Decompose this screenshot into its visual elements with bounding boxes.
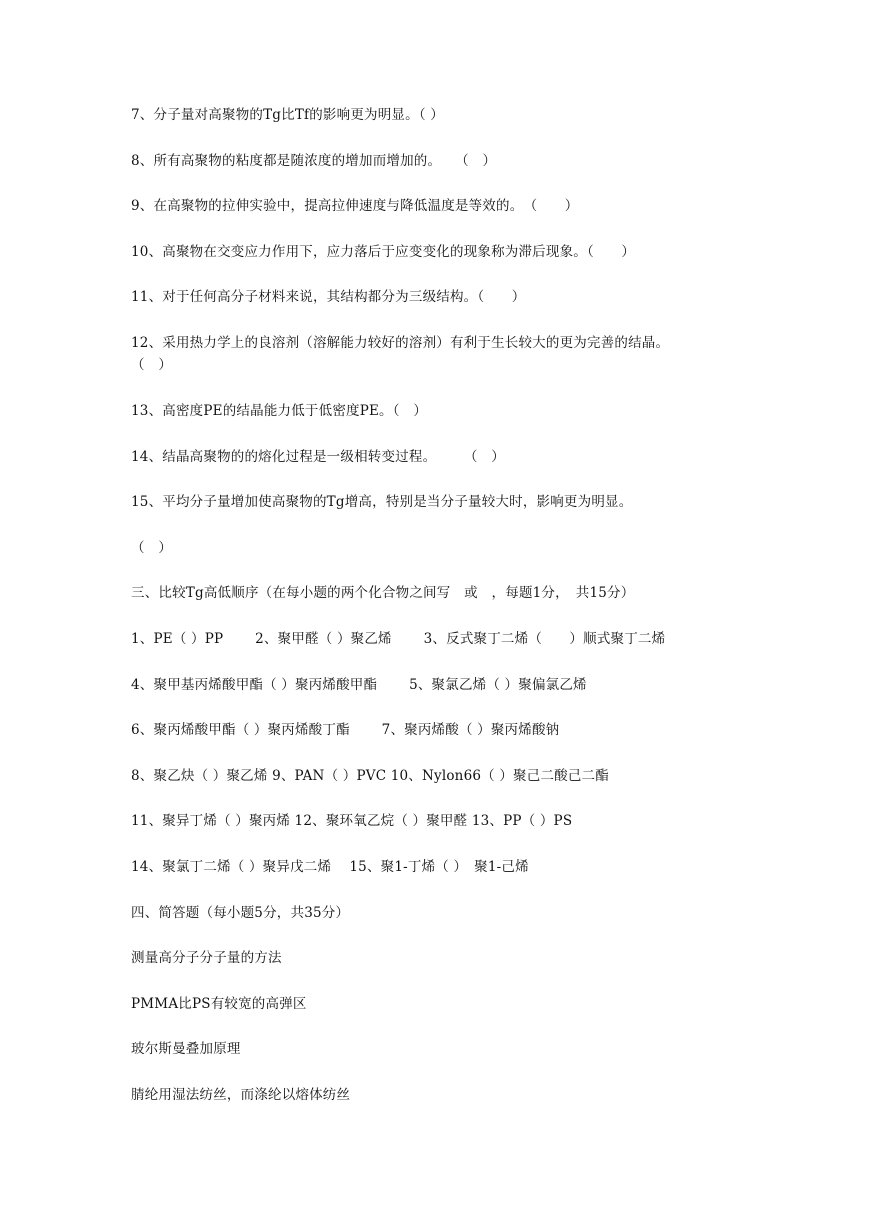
- question-10: 10、高聚物在交变应力作用下，应力落后于应变变化的现象称为滞后现象。（ ）: [131, 244, 636, 260]
- short-answer-3: 玻尔斯曼叠加原理: [131, 1041, 241, 1057]
- compare-row-4: 8、聚乙炔（ ）聚乙烯 9、PAN（ ）PVC 10、Nylon66（ ）聚己二酸己二酯: [131, 768, 609, 784]
- question-9: 9、在高聚物的拉伸实验中，提高拉伸速度与降低温度是等效的。 （ ）: [131, 198, 579, 214]
- short-answer-4: 腈纶用湿法纺丝，而涤纶以熔体纺丝: [131, 1087, 351, 1103]
- section-4-heading: 四、简答题（每小题5分，共35分）: [131, 905, 350, 921]
- short-answer-2: PMMA比PS有较宽的高弹区: [131, 996, 307, 1012]
- question-12-bracket: （ ）: [131, 357, 173, 373]
- question-15-bracket: （ ）: [131, 540, 173, 556]
- compare-row-6: 14、聚氯丁二烯（ ）聚异戊二烯 15、聚1-丁烯（ ） 聚1-己烯: [131, 859, 529, 875]
- question-8: 8、所有高聚物的粘度都是随浓度的增加而增加的。 （ ）: [131, 153, 497, 169]
- question-13: 13、高密度PE的结晶能力低于低密度PE。（ ）: [131, 403, 428, 419]
- question-14: 14、结晶高聚物的的熔化过程是一级相转变过程。 （ ）: [131, 449, 505, 465]
- section-3-heading: 三、比较Tg高低顺序（在每小题的两个化合物之间写 或 ，每题1分， 共15分）: [131, 585, 635, 601]
- question-11: 11、对于任何高分子材料来说，其结构都分为三级结构。（ ）: [131, 289, 526, 305]
- compare-row-5: 11、聚异丁烯（ ）聚丙烯 12、聚环氧乙烷（ ）聚甲醛 13、PP（ ）PS: [131, 813, 573, 829]
- question-12: 12、采用热力学上的良溶剂（溶解能力较好的溶剂）有利于生长较大的更为完善的结晶。: [131, 335, 670, 351]
- compare-row-3: 6、聚丙烯酸甲酯（ ）聚丙烯酸丁酯 7、聚丙烯酸（ ）聚丙烯酸钠: [131, 722, 560, 738]
- question-7: 7、分子量对高聚物的Tg比Tf的影响更为明显。（ ）: [131, 107, 444, 123]
- compare-row-1: 1、PE（ ）PP 2、聚甲醛（ ）聚乙烯 3、反式聚丁二烯（ ）顺式聚丁二烯: [131, 631, 666, 647]
- short-answer-1: 测量高分子分子量的方法: [131, 950, 282, 966]
- compare-row-2: 4、聚甲基丙烯酸甲酯（ ）聚丙烯酸甲酯 5、聚氯乙烯（ ）聚偏氯乙烯: [131, 677, 587, 693]
- question-15: 15、平均分子量增加使高聚物的Tg增高，特别是当分子量较大时，影响更为明显。: [131, 494, 633, 510]
